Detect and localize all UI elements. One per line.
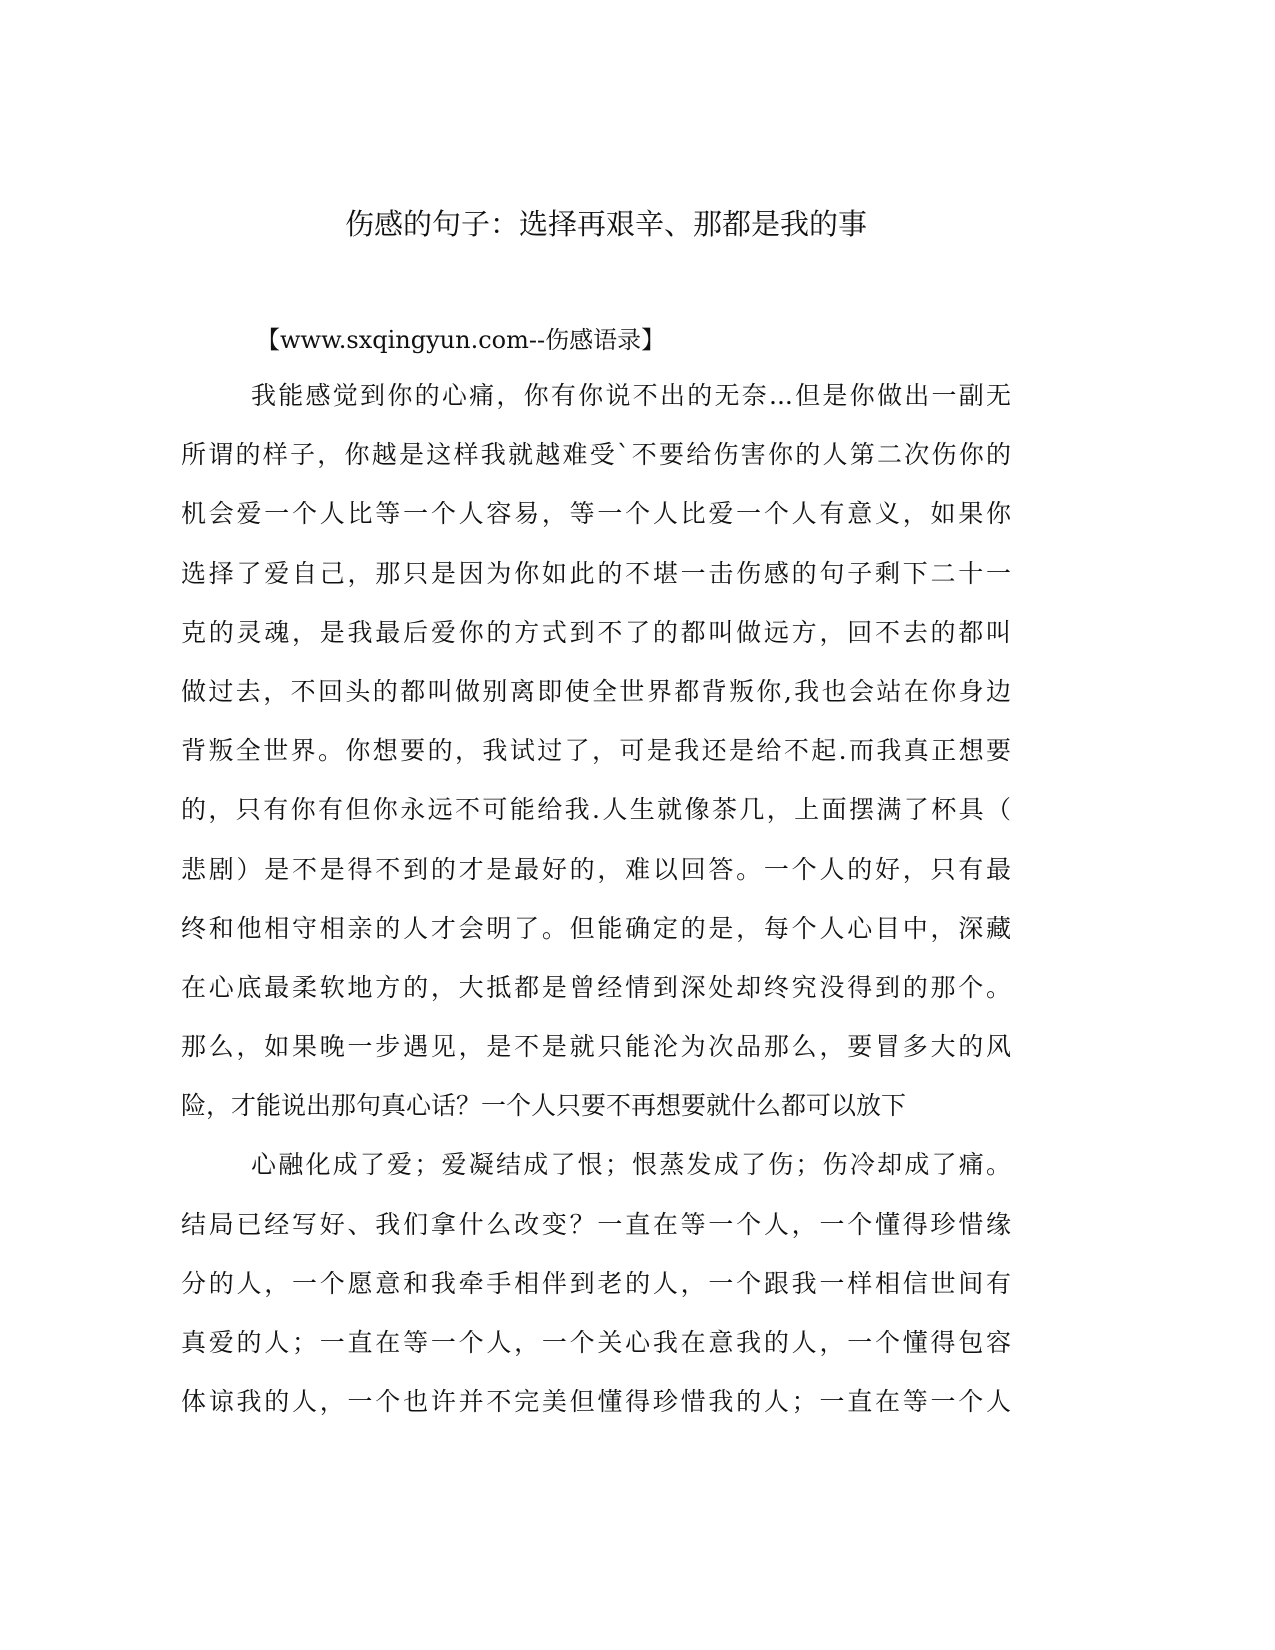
paragraph-line: 分的人，一个愿意和我牵手相伴到老的人，一个跟我一样相信世间有 — [181, 1268, 1011, 1298]
paragraph-line: 在心底最柔软地方的，大抵都是曾经情到深处却终究没得到的那个。 — [181, 972, 1011, 1002]
paragraph-line: 的，只有你有但你永远不可能给我.人生就像茶几，上面摆满了杯具（ — [181, 795, 1011, 825]
paragraph-line: 终和他相守相亲的人才会明了。但能确定的是，每个人心目中，深藏 — [181, 913, 1011, 943]
document-body — [181, 376, 1011, 1441]
paragraph-line: 结局已经写好、我们拿什么改变？一直在等一个人，一个懂得珍惜缘 — [181, 1209, 1011, 1239]
paragraph-line: 体谅我的人，一个也许并不完美但懂得珍惜我的人；一直在等一个人 — [181, 1387, 1011, 1417]
paragraph-line: 选择了爱自己，那只是因为你如此的不堪一击伤感的句子剩下二十一 — [181, 558, 1011, 588]
paragraph-line: 所谓的样子，你越是这样我就越难受`不要给伤害你的人第二次伤你的 — [181, 440, 1011, 470]
paragraph-line: 真爱的人；一直在等一个人，一个关心我在意我的人，一个懂得包容 — [181, 1328, 1011, 1357]
paragraph-line: 悲剧）是不是得不到的才是最好的，难以回答。一个人的好，只有最 — [181, 854, 1011, 884]
paragraph-line: 那么，如果晚一步遇见，是不是就只能沦为次品那么，要冒多大的风 — [181, 1032, 1011, 1062]
source-line: 【www.sxqingyun.com--伤感语录】 — [256, 326, 666, 354]
paragraph-line: 我能感觉到你的心痛，你有你说不出的无奈...但是你做出一副无 — [251, 381, 1011, 410]
paragraph-line: 克的灵魂，是我最后爱你的方式到不了的都叫做远方，回不去的都叫 — [181, 617, 1011, 647]
paragraph-line: 做过去，不回头的都叫做别离即使全世界都背叛你,我也会站在你身边 — [181, 676, 1011, 706]
paragraph-line: 险，才能说出那句真心话？一个人只要不再想要就什么都可以放下 — [181, 1091, 907, 1121]
paragraph-line: 背叛全世界。你想要的，我试过了，可是我还是给不起.而我真正想要 — [181, 736, 1011, 766]
paragraph-line: 心融化成了爱；爱凝结成了恨；恨蒸发成了伤；伤冷却成了痛。 — [251, 1150, 1011, 1180]
page-title: 伤感的句子：选择再艰辛、那都是我的事 — [344, 207, 867, 241]
paragraph-line: 机会爱一个人比等一个人容易，等一个人比爱一个人有意义，如果你 — [181, 499, 1011, 529]
